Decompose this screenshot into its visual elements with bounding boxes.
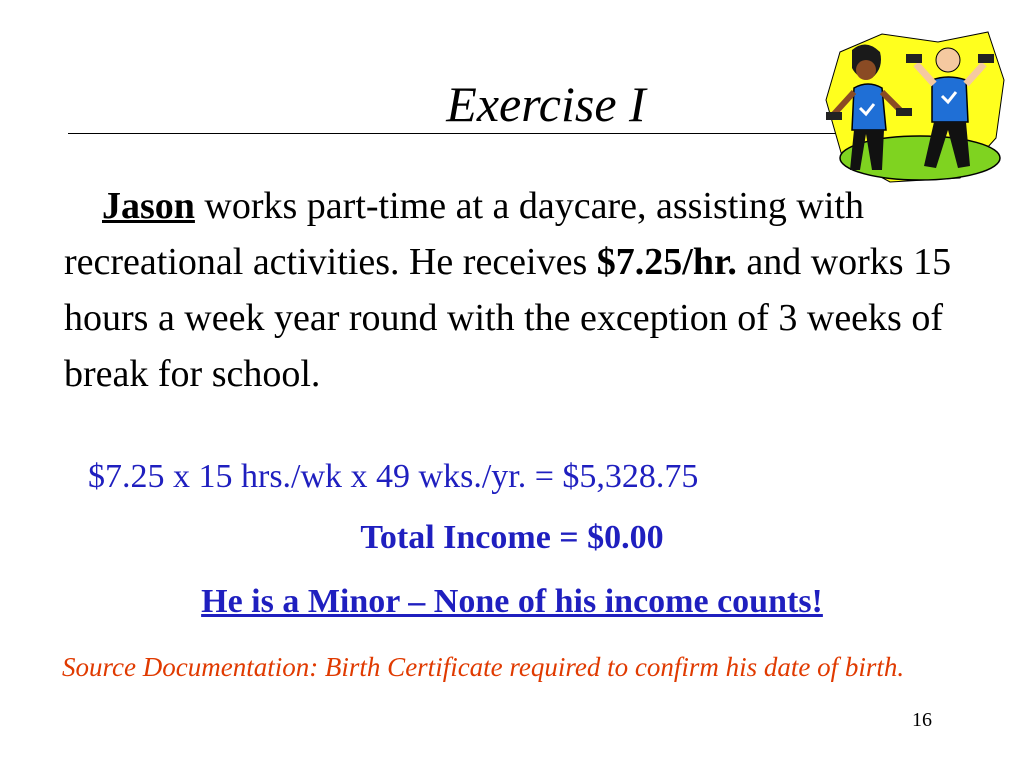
minor-note: He is a Minor – None of his income counts! [201, 583, 823, 620]
slide-title: Exercise I [446, 76, 646, 132]
income-calculation: $7.25 x 15 hrs./wk x 49 wks./yr. = $5,328.75 [88, 458, 699, 495]
exercising-people-clipart-icon [820, 30, 1008, 185]
client-name: Jason [102, 185, 195, 227]
total-income: Total Income = $0.00 [360, 519, 664, 556]
source-documentation: Source Documentation: Birth Certificate required to confirm his date of birth. [62, 652, 905, 682]
title-underline [68, 133, 858, 134]
description-text-1: works part-time at a daycare, assisting with recreational activities. He receives [64, 185, 864, 283]
hourly-rate: $7.25/hr. [596, 241, 737, 283]
exercise-description [64, 178, 964, 402]
description-text-2: and works 15 hours a week year round with the exception of 3 weeks of break for school. [64, 241, 952, 395]
page-number: 16 [912, 709, 932, 731]
